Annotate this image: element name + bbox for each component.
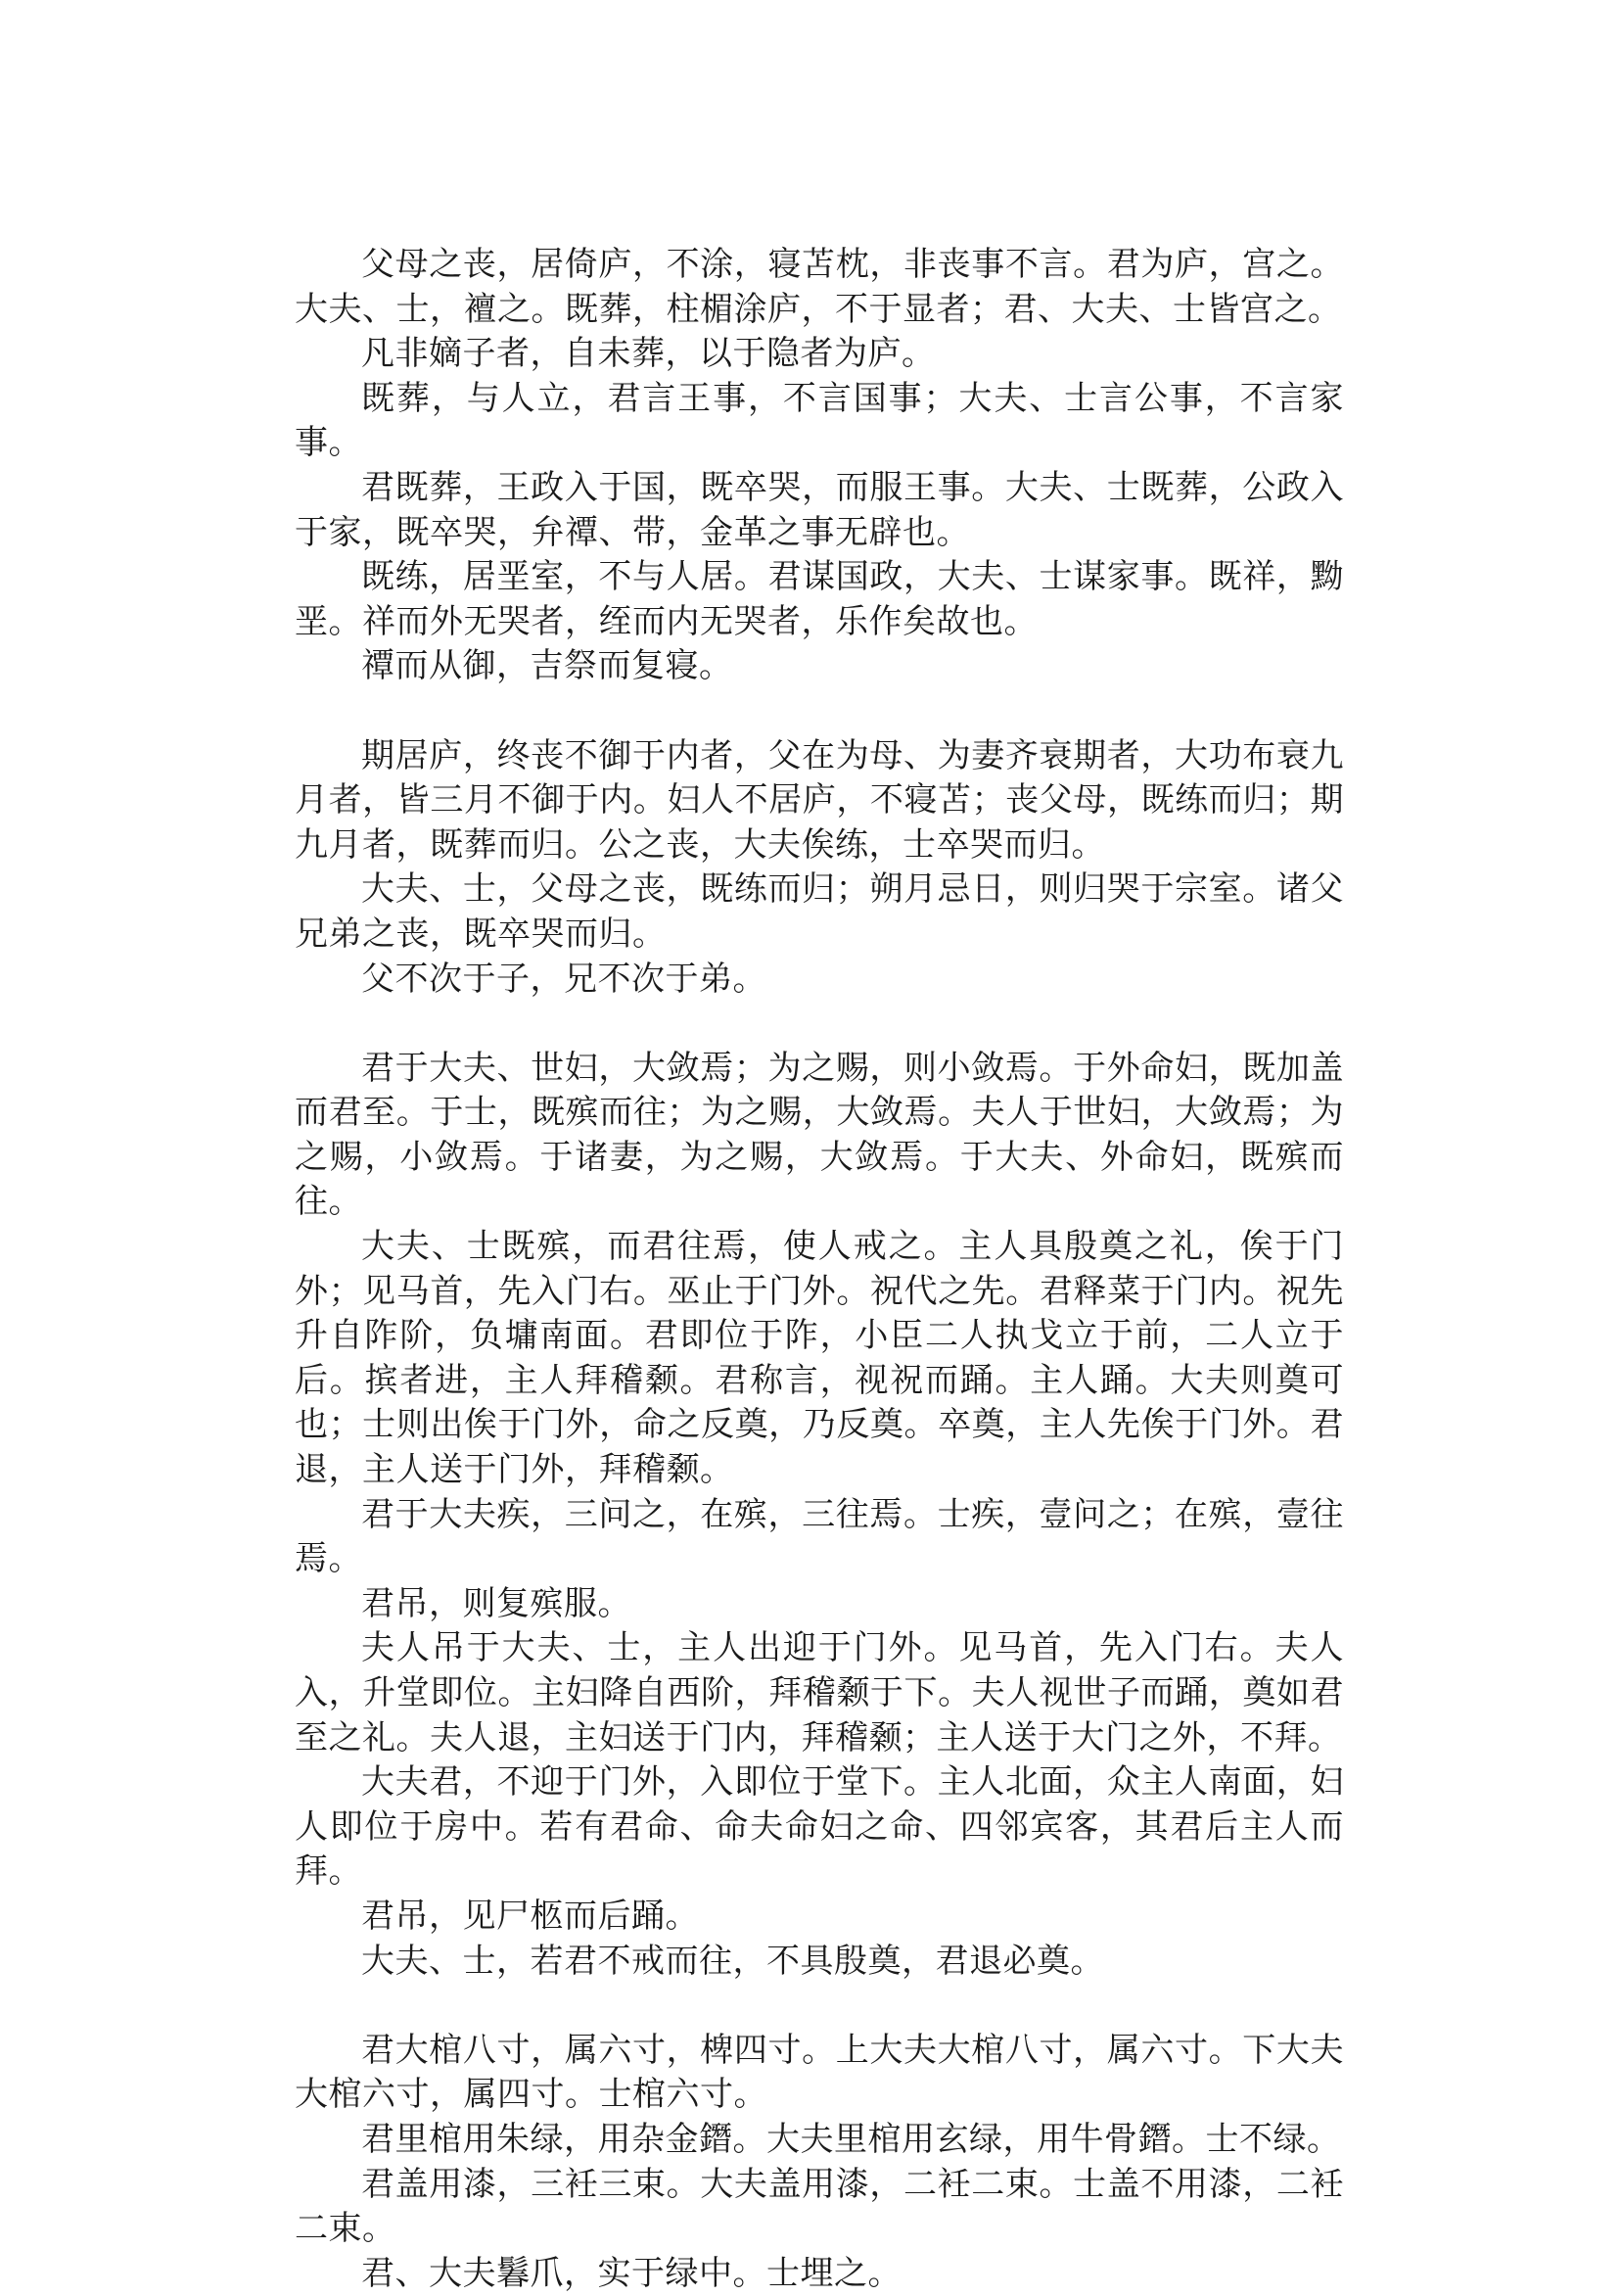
section-4 bbox=[295, 2029, 1344, 2296]
section-gap bbox=[295, 1984, 1344, 2029]
paragraph: 凡非嫡子者，自未葬，以于隐者为庐。 bbox=[361, 334, 936, 374]
section-3 bbox=[295, 1047, 1344, 1984]
paragraph: 君吊，见尸柩而后踊。 bbox=[361, 1896, 699, 1936]
paragraph: 君大棺八寸，属六寸，椑四寸。上大夫大棺八寸，属六寸。下大夫大棺六寸，属四寸。士棺六寸。 bbox=[295, 2030, 1344, 2115]
document-body bbox=[295, 243, 1344, 2296]
paragraph: 君吊，则复殡服。 bbox=[361, 1583, 631, 1623]
section-2 bbox=[295, 734, 1344, 1003]
paragraph: 夫人吊于大夫、士，主人出迎于门外。见马首，先入门右。夫人入，升堂即位。主妇降自西阶，拜稽颡于下。夫人视世子而踊，奠如君至之礼。夫人退，主妇送于门内，拜稽颡；主人送于大门之外，不拜。 bbox=[295, 1628, 1344, 1757]
section-gap bbox=[295, 689, 1344, 734]
paragraph: 大夫、士，若君不戒而往，不具殷奠，君退必奠。 bbox=[361, 1941, 1104, 1981]
paragraph: 禫而从御，吉祭而复寝。 bbox=[361, 646, 733, 686]
paragraph: 君于大夫、世妇，大敛焉；为之赐，则小敛焉。于外命妇，既加盖而君至。于士，既殡而往；为之赐，大敛焉。夫人于世妇，大敛焉；为之赐，小敛焉。于诸妻，为之赐，大敛焉。于大夫、外命妇，既殡而往。 bbox=[295, 1048, 1344, 1222]
paragraph: 期居庐，终丧不御于内者，父在为母、为妻齐衰期者，大功布衰九月者，皆三月不御于内。妇人不居庐，不寝苫；丧父母，既练而归；期九月者，既葬而归。公之丧，大夫俟练，士卒哭而归。 bbox=[295, 735, 1344, 865]
section-gap bbox=[295, 1002, 1344, 1047]
paragraph: 大夫、士既殡，而君往焉，使人戒之。主人具殷奠之礼，俟于门外；见马首，先入门右。巫止于门外。祝代之先。君释菜于门内。祝先升自阼阶，负墉南面。君即位于阼，小臣二人执戈立于前，二人立于后。摈者进，主人拜稽颡。君称言，视祝而踊。主人踊。大夫则奠可也；士则出俟于门外，命之反奠，乃反奠。卒奠，主人先俟于门外。君退，主人送于门外，拜稽颡。 bbox=[295, 1227, 1344, 1490]
paragraph: 大夫君，不迎于门外，入即位于堂下。主人北面，众主人南面，妇人即位于房中。若有君命、命夫命妇之命、四邻宾客，其君后主人而拜。 bbox=[295, 1762, 1344, 1892]
paragraph: 君既葬，王政入于国，既卒哭，而服王事。大夫、士既葬，公政入于家，既卒哭，弁禫、带，金革之事无辟也。 bbox=[295, 467, 1344, 552]
paragraph: 君于大夫疾，三问之，在殡，三往焉。士疾，壹问之；在殡，壹往焉。 bbox=[295, 1494, 1344, 1579]
paragraph: 君里棺用朱绿，用杂金鐕。大夫里棺用玄绿，用牛骨鐕。士不绿。 bbox=[361, 2119, 1341, 2159]
paragraph: 既练，居垩室，不与人居。君谋国政，大夫、士谋家事。既祥，黝垩。祥而外无哭者，绖而内无哭者，乐作矣故也。 bbox=[295, 557, 1344, 641]
paragraph: 大夫、士，父母之丧，既练而归；朔月忌日，则归哭于宗室。诸父兄弟之丧，既卒哭而归。 bbox=[295, 869, 1344, 954]
section-1 bbox=[295, 243, 1344, 689]
paragraph: 君盖用漆，三衽三束。大夫盖用漆，二衽二束。士盖不用漆，二衽二束。 bbox=[295, 2164, 1344, 2249]
paragraph: 君、大夫鬊爪，实于绿中。士埋之。 bbox=[361, 2253, 902, 2293]
paragraph: 父不次于子，兄不次于弟。 bbox=[361, 959, 766, 999]
paragraph: 父母之丧，居倚庐，不涂，寝苫枕，非丧事不言。君为庐，宫之。大夫、士，襢之。既葬，柱楣涂庐，不于显者；君、大夫、士皆宫之。 bbox=[295, 245, 1344, 329]
paragraph: 既葬，与人立，君言王事，不言国事；大夫、士言公事，不言家事。 bbox=[295, 378, 1344, 463]
